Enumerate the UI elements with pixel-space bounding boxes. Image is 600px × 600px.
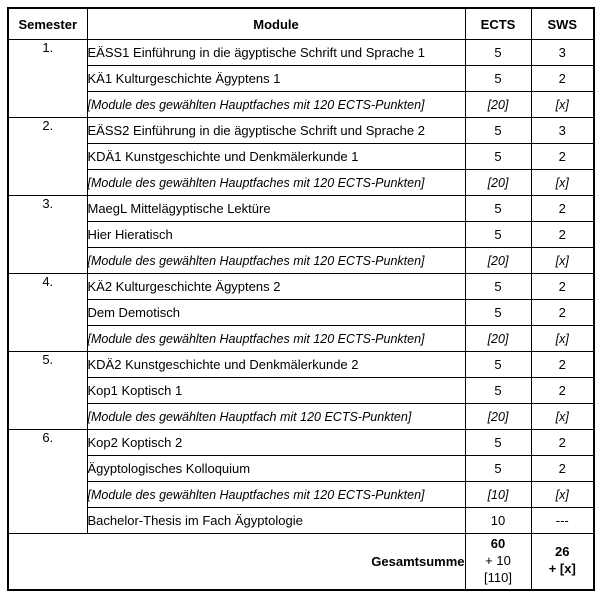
module-row xyxy=(8,352,594,378)
sws-cell: 2 xyxy=(531,300,594,326)
total-ects-bracket: [110] xyxy=(484,569,512,585)
module-cell: KDÄ2 Kunstgeschichte und Denkmälerkunde 2 xyxy=(87,352,465,378)
module-row xyxy=(8,378,594,404)
module-cell: KDÄ1 Kunstgeschichte und Denkmälerkunde 1 xyxy=(87,144,465,170)
ects-cell: 5 xyxy=(465,352,531,378)
semester-cell-3: 3. xyxy=(8,196,87,274)
module-cell: Dem Demotisch xyxy=(87,300,465,326)
sws-cell: 2 xyxy=(531,430,594,456)
module-cell: [Module des gewählten Hauptfaches mit 120 ECTS-Punkten] xyxy=(87,170,465,196)
module-row xyxy=(8,456,594,482)
module-row xyxy=(8,274,594,300)
module-row xyxy=(8,196,594,222)
module-cell: [Module des gewählten Hauptfaches mit 120 ECTS-Punkten] xyxy=(87,248,465,274)
header-module: Module xyxy=(87,8,465,40)
sws-cell: 2 xyxy=(531,196,594,222)
sws-cell: 3 xyxy=(531,40,594,66)
ects-cell: [20] xyxy=(465,326,531,352)
semester-cell-5: 5. xyxy=(8,352,87,430)
total-row xyxy=(8,534,594,590)
ects-cell: [20] xyxy=(465,404,531,430)
module-cell: Kop2 Koptisch 2 xyxy=(87,430,465,456)
sws-cell: [x] xyxy=(531,326,594,352)
sws-cell: 2 xyxy=(531,66,594,92)
ects-cell: 10 xyxy=(465,508,531,534)
sws-cell: [x] xyxy=(531,404,594,430)
ects-cell: 5 xyxy=(465,378,531,404)
ects-cell: 5 xyxy=(465,222,531,248)
module-row xyxy=(8,66,594,92)
module-cell: [Module des gewählten Hauptfaches mit 120 ECTS-Punkten] xyxy=(87,482,465,508)
header-row xyxy=(8,8,594,40)
sws-cell: 3 xyxy=(531,118,594,144)
module-row-placeholder xyxy=(8,248,594,274)
sws-cell: 2 xyxy=(531,144,594,170)
sws-cell: 2 xyxy=(531,456,594,482)
module-cell: Kop1 Koptisch 1 xyxy=(87,378,465,404)
ects-cell: 5 xyxy=(465,66,531,92)
total-sws-cell xyxy=(531,534,594,590)
module-cell: [Module des gewählten Hauptfach mit 120 ECTS-Punkten] xyxy=(87,404,465,430)
ects-cell: 5 xyxy=(465,430,531,456)
ects-cell: 5 xyxy=(465,196,531,222)
semester-cell-4: 4. xyxy=(8,274,87,352)
module-row xyxy=(8,40,594,66)
module-row-placeholder xyxy=(8,170,594,196)
total-ects-main: 60 xyxy=(490,535,506,551)
ects-cell: [20] xyxy=(465,92,531,118)
sws-cell: [x] xyxy=(531,92,594,118)
ects-cell: 5 xyxy=(465,40,531,66)
module-row xyxy=(8,222,594,248)
ects-cell: 5 xyxy=(465,456,531,482)
sws-cell: 2 xyxy=(531,378,594,404)
total-ects-plus: + 10 xyxy=(485,552,511,568)
module-cell: EÄSS2 Einführung in die ägyptische Schrift und Sprache 2 xyxy=(87,118,465,144)
header-sws: SWS xyxy=(531,8,594,40)
total-sws-plus: + [x] xyxy=(548,561,576,577)
sws-cell: 2 xyxy=(531,352,594,378)
ects-cell: 5 xyxy=(465,118,531,144)
module-cell: MaegL Mittelägyptische Lektüre xyxy=(87,196,465,222)
ects-cell: 5 xyxy=(465,274,531,300)
sws-cell: [x] xyxy=(531,248,594,274)
module-row-placeholder xyxy=(8,92,594,118)
module-cell: [Module des gewählten Hauptfaches mit 120 ECTS-Punkten] xyxy=(87,92,465,118)
module-cell: KÄ2 Kulturgeschichte Ägyptens 2 xyxy=(87,274,465,300)
sws-cell: [x] xyxy=(531,170,594,196)
module-row-placeholder xyxy=(8,482,594,508)
semester-cell-2: 2. xyxy=(8,118,87,196)
ects-cell: [20] xyxy=(465,170,531,196)
header-ects: ECTS xyxy=(465,8,531,40)
module-row-placeholder xyxy=(8,326,594,352)
header-semester: Semester xyxy=(8,8,87,40)
ects-cell: 5 xyxy=(465,144,531,170)
module-cell: Bachelor-Thesis im Fach Ägyptologie xyxy=(87,508,465,534)
module-cell: Ägyptologisches Kolloquium xyxy=(87,456,465,482)
module-row xyxy=(8,144,594,170)
sws-cell: --- xyxy=(531,508,594,534)
ects-cell: 5 xyxy=(465,300,531,326)
semester-cell-6: 6. xyxy=(8,430,87,534)
sws-cell: 2 xyxy=(531,222,594,248)
sws-cell: 2 xyxy=(531,274,594,300)
module-row xyxy=(8,300,594,326)
module-cell: [Module des gewählten Hauptfaches mit 120 ECTS-Punkten] xyxy=(87,326,465,352)
module-cell: EÄSS1 Einführung in die ägyptische Schrift und Sprache 1 xyxy=(87,40,465,66)
module-cell: Hier Hieratisch xyxy=(87,222,465,248)
module-row-thesis xyxy=(8,508,594,534)
module-row-placeholder xyxy=(8,404,594,430)
total-sws-main: 26 xyxy=(555,544,570,560)
ects-cell: [10] xyxy=(465,482,531,508)
sws-cell: [x] xyxy=(531,482,594,508)
ects-cell: [20] xyxy=(465,248,531,274)
module-row xyxy=(8,430,594,456)
total-ects-cell xyxy=(465,534,531,590)
module-row xyxy=(8,118,594,144)
semester-cell-1: 1. xyxy=(8,40,87,118)
module-cell: KÄ1 Kulturgeschichte Ägyptens 1 xyxy=(87,66,465,92)
curriculum-table xyxy=(7,7,595,591)
total-label: Gesamtsumme xyxy=(8,534,465,590)
